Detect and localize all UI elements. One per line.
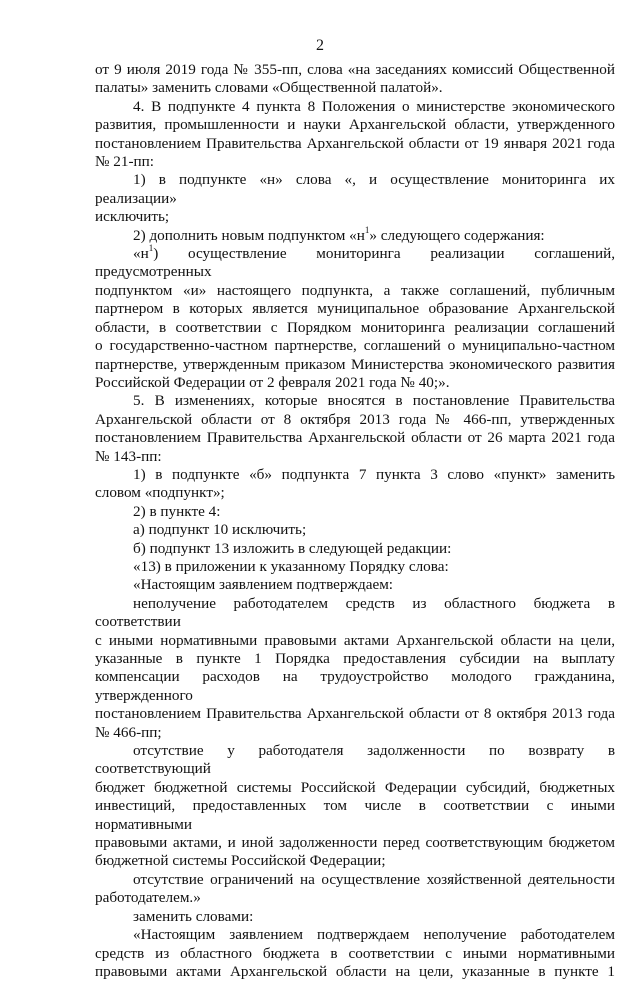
text-line bbox=[95, 834, 615, 852]
text-run: области, в соответствии с Порядком мониторинга реализации соглашений bbox=[95, 318, 615, 336]
text-line bbox=[95, 411, 615, 429]
superscript: 1 bbox=[364, 224, 370, 235]
text-line bbox=[95, 98, 615, 116]
text-run: № 21-пп: bbox=[95, 153, 155, 171]
document-body bbox=[95, 61, 615, 981]
text-line bbox=[95, 224, 615, 245]
text-run: инвестиций, предоставленных том числе в соответствии с иными нормативными bbox=[95, 797, 615, 833]
text-run: Российской Федерации от 2 февраля 2021 года № 40;». bbox=[95, 373, 450, 391]
text-line bbox=[95, 337, 615, 355]
text-run: «Настоящим заявлением подтверждаем неполучение работодателем bbox=[133, 926, 615, 944]
text-line bbox=[95, 595, 615, 632]
text-run: с иными нормативными правовыми актами Архангельской области на цели, bbox=[95, 631, 615, 649]
text-run: подпунктом «и» настоящего подпункта, а также соглашений, публичным bbox=[95, 281, 615, 299]
text-run: а) подпункт 10 исключить; bbox=[133, 521, 307, 539]
text-line bbox=[95, 153, 615, 171]
text-line bbox=[95, 282, 615, 300]
text-line bbox=[95, 466, 615, 484]
text-run: партнером в которых является муниципальное образование Архангельской bbox=[95, 300, 615, 318]
text-run: «Настоящим заявлением подтверждаем: bbox=[133, 576, 394, 594]
text-line bbox=[95, 558, 615, 576]
text-line bbox=[95, 632, 615, 650]
text-run: неполучение работодателем средств из областного бюджета в соответствии bbox=[95, 594, 615, 631]
text-run: средств из областного бюджета в соответствии с иными нормативными bbox=[95, 944, 615, 962]
text-line bbox=[95, 908, 615, 926]
text-line bbox=[95, 448, 615, 466]
text-line bbox=[95, 650, 615, 668]
text-run: 1) в подпункте «н» слова «, и осуществление мониторинга их реализации» bbox=[95, 171, 615, 207]
text-line bbox=[95, 945, 615, 963]
text-line bbox=[95, 503, 615, 521]
text-run: «13) в приложении к указанному Порядку слова: bbox=[133, 557, 449, 575]
text-line bbox=[95, 484, 615, 502]
text-line bbox=[95, 300, 615, 318]
text-line bbox=[95, 797, 615, 834]
text-line bbox=[95, 79, 615, 97]
text-line bbox=[95, 963, 615, 981]
text-line bbox=[95, 742, 615, 779]
text-run: 2) в пункте 4: bbox=[133, 502, 221, 520]
text-run: № 466-пп; bbox=[95, 723, 162, 741]
text-line bbox=[95, 171, 615, 208]
text-run: 5. В изменениях, которые вносятся в постановление Правительства bbox=[133, 392, 615, 410]
text-run: словом «подпункт»; bbox=[95, 484, 225, 502]
text-run: 4. В подпункте 4 пункта 8 Положения о министерстве экономического bbox=[133, 97, 615, 115]
text-line bbox=[95, 392, 615, 410]
text-run: Архангельской области от 8 октября 2013 года № 466-пп, утвержденных bbox=[95, 410, 615, 428]
text-line bbox=[95, 852, 615, 870]
text-line bbox=[95, 245, 615, 282]
text-run: постановлением Правительства Архангельской области от 19 января 2021 года bbox=[95, 134, 615, 152]
text-line bbox=[95, 319, 615, 337]
text-run: указанные в пункте 1 Порядка предоставления субсидии на выплату bbox=[95, 650, 615, 667]
text-line bbox=[95, 135, 615, 153]
text-line bbox=[95, 926, 615, 944]
text-line bbox=[95, 116, 615, 134]
text-line bbox=[95, 871, 615, 889]
text-run: палаты» заменить словами «Общественной палатой». bbox=[95, 79, 443, 97]
text-run: развития, промышленности и науки Архангельской области, утвержденного bbox=[95, 116, 615, 134]
text-run: от 9 июля 2019 года № 355-пп, слова «на заседаниях комиссий Общественной bbox=[95, 61, 615, 78]
text-run: » следующего содержания: bbox=[369, 226, 545, 244]
text-run: бюджет бюджетной системы Российской Федерации субсидий, бюджетных bbox=[95, 778, 615, 796]
text-run: заменить словами: bbox=[133, 907, 254, 925]
text-run: работодателем.» bbox=[95, 889, 201, 907]
text-run: 2) дополнить новым подпунктом «н bbox=[133, 226, 365, 244]
text-line bbox=[95, 61, 615, 79]
text-run: компенсации расходов на трудоустройство молодого гражданина, утвержденного bbox=[95, 668, 615, 704]
text-line bbox=[95, 705, 615, 723]
text-line bbox=[95, 668, 615, 705]
text-line bbox=[95, 779, 615, 797]
page-number: 2 bbox=[316, 37, 324, 54]
text-run: «н bbox=[133, 245, 149, 263]
text-run: бюджетной системы Российской Федерации; bbox=[95, 852, 386, 870]
text-run: 1) в подпункте «б» подпункта 7 пункта 3 слово «пункт» заменить bbox=[133, 465, 615, 483]
text-line bbox=[95, 576, 615, 594]
text-line bbox=[95, 429, 615, 447]
text-run: правовыми актами, и иной задолженности перед соответствующим бюджетом bbox=[95, 834, 615, 852]
text-run: отсутствие ограничений на осуществление хозяйственной деятельности bbox=[133, 870, 615, 888]
text-run: ) осуществление мониторинга реализации соглашений, предусмотренных bbox=[95, 245, 615, 281]
text-run: б) подпункт 13 изложить в следующей редакции: bbox=[133, 539, 452, 557]
text-run: постановлением Правительства Архангельской области от 8 октября 2013 года bbox=[95, 705, 615, 723]
text-run: исключить; bbox=[95, 208, 170, 226]
text-line bbox=[95, 521, 615, 539]
text-run: № 143-пп: bbox=[95, 447, 162, 465]
superscript: 1 bbox=[148, 243, 154, 253]
text-line bbox=[95, 724, 615, 742]
text-run: отсутствие у работодателя задолженности по возврату в соответствующий bbox=[95, 742, 615, 778]
text-run: партнерстве, утвержденным приказом Министерства экономического развития bbox=[95, 355, 615, 373]
text-run: о государственно-частном партнерстве, соглашений о муниципально-частном bbox=[95, 337, 615, 355]
text-line bbox=[95, 356, 615, 374]
text-line bbox=[95, 540, 615, 558]
text-line bbox=[95, 208, 615, 226]
text-run: правовыми актами Архангельской области на цели, указанные в пункте 1 bbox=[95, 962, 615, 980]
text-run: постановлением Правительства Архангельской области от 26 марта 2021 года bbox=[95, 429, 615, 447]
text-line bbox=[95, 374, 615, 392]
